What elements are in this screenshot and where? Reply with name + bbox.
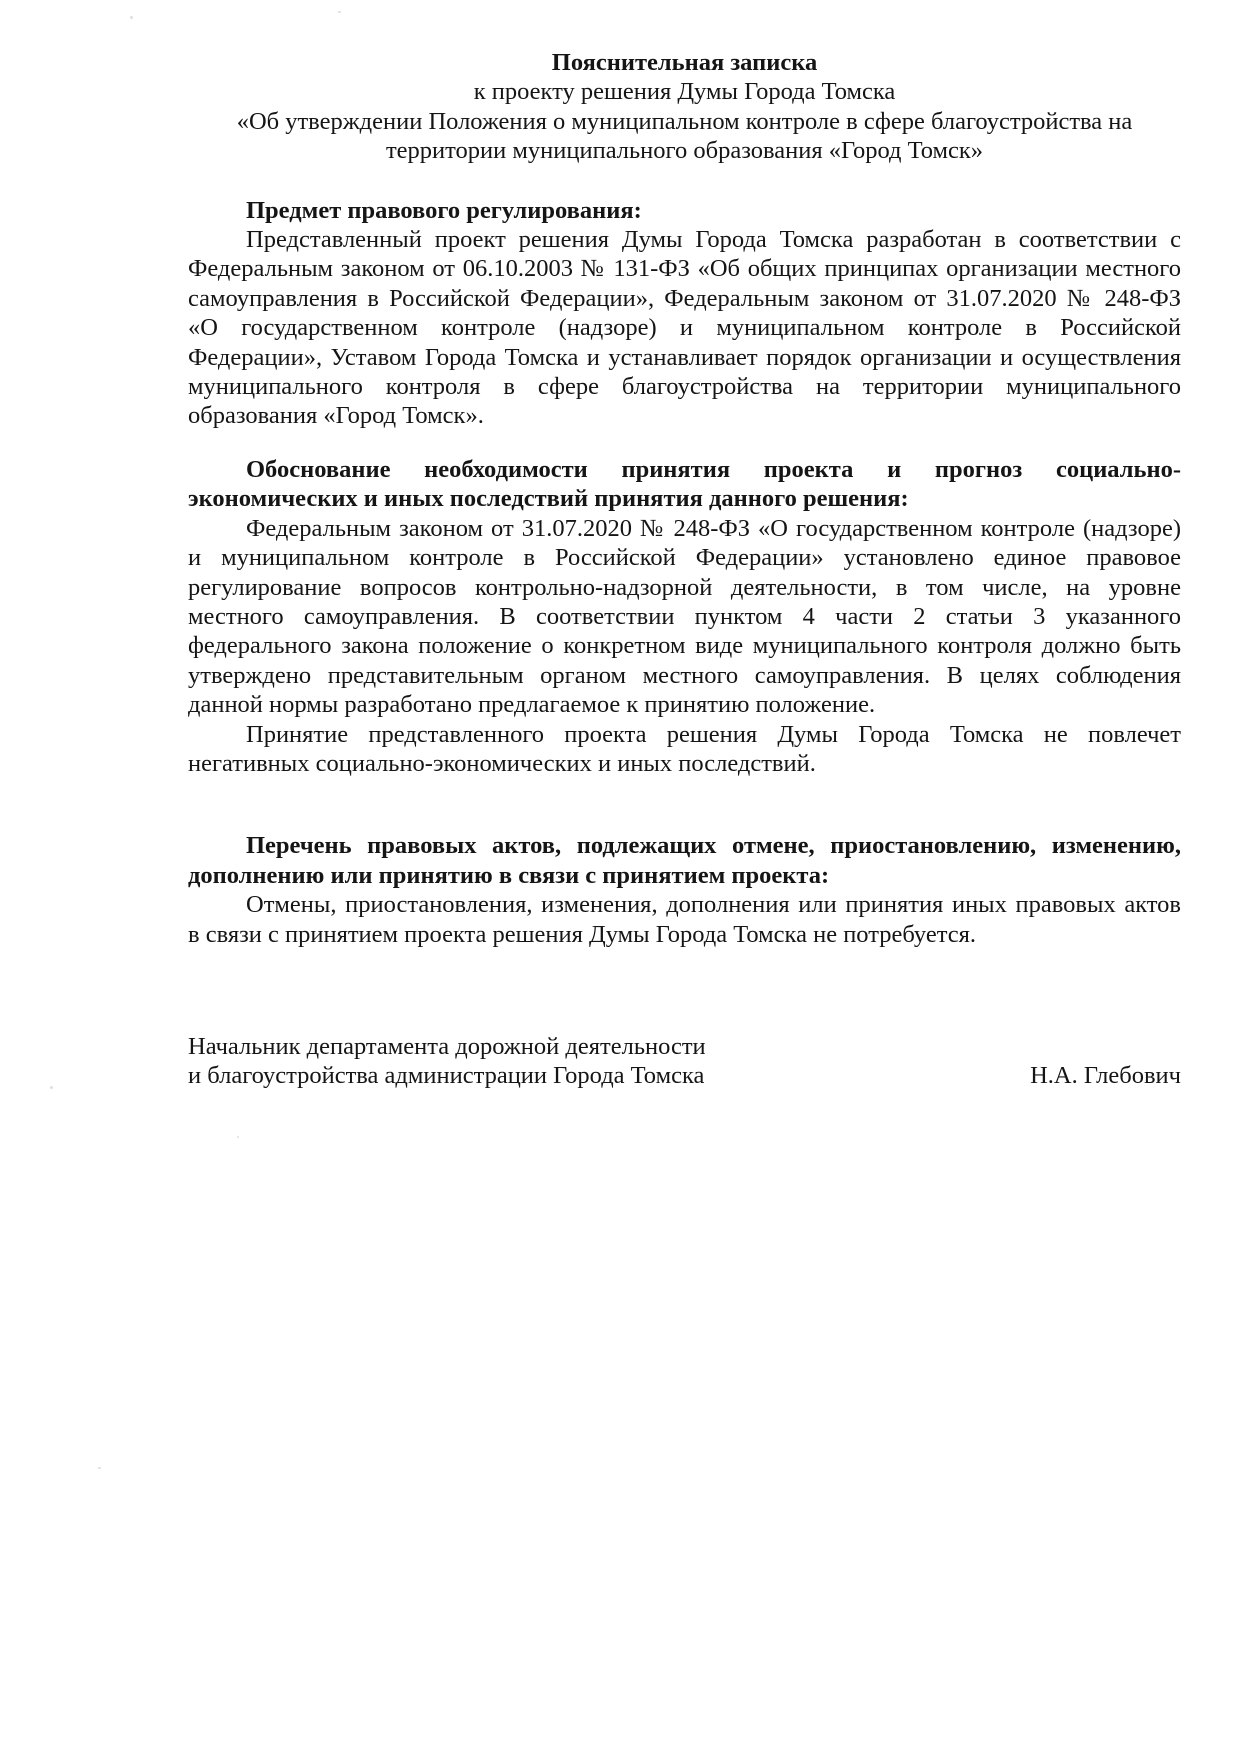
section-justification-paragraph-2: Принятие представленного проекта решения Думы Города Томска не повлечет негативных социально-экономических и иных последствий. — [188, 720, 1181, 777]
scan-speck — [237, 1136, 239, 1138]
section-acts-list — [188, 831, 1181, 949]
section-justification — [188, 455, 1181, 778]
signature-block — [188, 1032, 1181, 1091]
section-subject — [188, 196, 1181, 431]
scan-speck — [338, 11, 341, 13]
section-acts-paragraph: Отмены, приостановления, изменения, дополнения или принятия иных правовых актов в связи с принятием проекта решения Думы Города Томска не потребуется. — [188, 891, 1181, 948]
signature-name: Н.А. Глебович — [1030, 1062, 1181, 1090]
scan-speck — [130, 16, 133, 19]
scan-speck — [50, 1086, 53, 1089]
signature-position-line1: Начальник департамента дорожной деятельности — [188, 1032, 706, 1060]
document-subtitle: к проекту решения Думы Города Томска «Об утверждении Положения о муниципальном контроле в сфере благоустройства на территории муниципального образования «Город Томск» — [236, 78, 1133, 165]
document-header — [188, 48, 1181, 166]
signature-row — [188, 1061, 1181, 1090]
section-justification-paragraph-1: Федеральным законом от 31.07.2020 № 248-ФЗ «О государственном контроле (надзоре) и муниципальном контроле в Российской Федерации» установлено единое правовое регулирование вопросов контрольно-надзорной деятельности, в том числе, на уровне местного самоуправления. В соответствии пунктом 4 части 2 статьи 3 указанного федерального закона положение о конкретном виде муниципального контроля должно быть утверждено представительным органом местного самоуправления. В целях соблюдения данной нормы разработано предлагаемое к принятию положение. — [188, 514, 1181, 719]
signature-position-line2: и благоустройства администрации Города Томска — [188, 1062, 705, 1090]
document-content — [188, 48, 1181, 1091]
scan-speck — [98, 1467, 101, 1469]
section-subject-heading: Предмет правового регулирования: — [246, 196, 642, 224]
document-title: Пояснительная записка — [551, 49, 818, 76]
section-justification-heading: Обоснование необходимости принятия проекта и прогноз социально- экономических и иных последствий принятия данного решения: — [188, 455, 1181, 513]
section-subject-paragraph: Представленный проект решения Думы Города Томска разработан в соответствии с Федеральным законом от 06.10.2003 № 131-ФЗ «Об общих принципах организации местного самоуправления в Российской Федерации», Федеральным законом от 31.07.2020 № 248-ФЗ «О государственном контроле (надзоре) и муниципальном контроле в Российской Федерации», Уставом Города Томска и устанавливает порядок организации и осуществления муниципального контроля в сфере благоустройства на территории муниципального образования «Город Томск». — [188, 226, 1181, 430]
section-acts-heading: Перечень правовых актов, подлежащих отмене, приостановлению, изменению, дополнению или принятию в связи с принятием проекта: — [188, 832, 1181, 889]
